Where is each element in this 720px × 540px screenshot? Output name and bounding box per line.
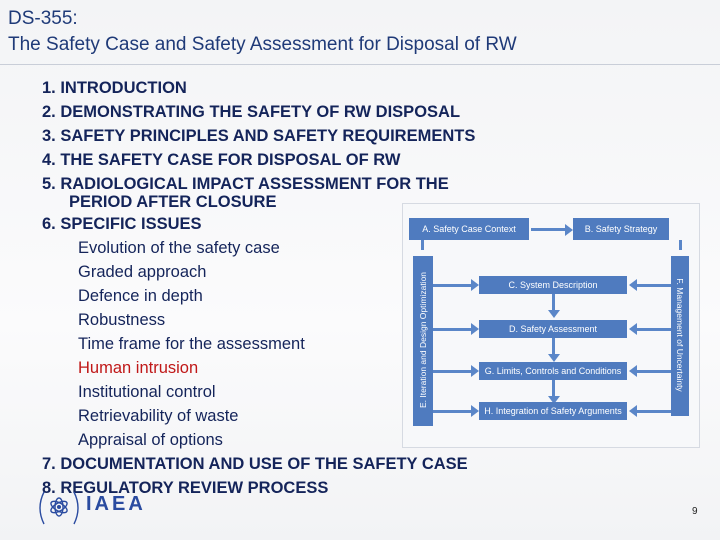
- subsection-time-frame: Time frame for the assessment: [78, 335, 305, 353]
- box-safety-assessment: D. Safety Assessment: [479, 320, 627, 338]
- section-6: 6. SPECIFIC ISSUES: [42, 215, 202, 233]
- connector-left-d-head: [471, 323, 479, 335]
- connector-right-c: [635, 284, 671, 287]
- arrow-a-down: [421, 240, 424, 250]
- box-safety-case-context: A. Safety Case Context: [409, 218, 529, 240]
- subsection-graded-approach: Graded approach: [78, 263, 207, 281]
- page-number: 9: [692, 506, 698, 517]
- section-1: 1. INTRODUCTION: [42, 79, 187, 97]
- connector-right-d: [635, 328, 671, 331]
- iaea-logo-icon: [34, 484, 84, 530]
- section-7: 7. DOCUMENTATION AND USE OF THE SAFETY CASE: [42, 455, 468, 473]
- section-8: 8. REGULATORY REVIEW PROCESS: [42, 479, 329, 497]
- section-5-continued: PERIOD AFTER CLOSURE: [69, 193, 277, 211]
- connector-right-d-head: [629, 323, 637, 335]
- connector-right-c-head: [629, 279, 637, 291]
- connector-left-h: [433, 410, 473, 413]
- connector-left-c: [433, 284, 473, 287]
- connector-left-g: [433, 370, 473, 373]
- arrow-b-down: [679, 240, 682, 250]
- title-divider: [0, 64, 720, 65]
- title-line-1: DS-355:: [8, 8, 78, 29]
- subsection-defence-in-depth: Defence in depth: [78, 287, 203, 305]
- arrow-head-c-to-d: [548, 310, 560, 318]
- subsection-human-intrusion: Human intrusion: [78, 359, 199, 377]
- connector-left-h-head: [471, 405, 479, 417]
- box-safety-strategy: B. Safety Strategy: [573, 218, 669, 240]
- iaea-logo-text: IAEA: [86, 493, 146, 515]
- arrow-head-a-to-b: [565, 224, 573, 236]
- section-2: 2. DEMONSTRATING THE SAFETY OF RW DISPOSAL: [42, 103, 461, 121]
- subsection-retrievability: Retrievability of waste: [78, 407, 239, 425]
- subsection-institutional-control: Institutional control: [78, 383, 216, 401]
- connector-right-h: [635, 410, 671, 413]
- title-line-2: The Safety Case and Safety Assessment for Disposal of RW: [8, 34, 517, 55]
- connector-right-h-head: [629, 405, 637, 417]
- subsection-evolution: Evolution of the safety case: [78, 239, 280, 257]
- side-label-iteration: E. Iteration and Design Optimization: [418, 271, 428, 409]
- connector-left-c-head: [471, 279, 479, 291]
- subsection-robustness: Robustness: [78, 311, 166, 329]
- arrow-a-to-b: [531, 228, 567, 231]
- safety-case-diagram: [402, 203, 700, 448]
- connector-left-d: [433, 328, 473, 331]
- connector-left-g-head: [471, 365, 479, 377]
- subsection-appraisal: Appraisal of options: [78, 431, 223, 449]
- section-5: 5. RADIOLOGICAL IMPACT ASSESSMENT FOR THE: [42, 175, 449, 193]
- connector-right-g: [635, 370, 671, 373]
- box-limits-controls: G. Limits, Controls and Conditions: [479, 362, 627, 380]
- box-integration: H. Integration of Safety Arguments: [479, 402, 627, 420]
- slide-title: [8, 6, 708, 58]
- side-label-uncertainty: F. Management of Uncertainty: [675, 278, 685, 392]
- section-3: 3. SAFETY PRINCIPLES AND SAFETY REQUIREMENTS: [42, 127, 476, 145]
- box-system-description: C. System Description: [479, 276, 627, 294]
- section-4: 4. THE SAFETY CASE FOR DISPOSAL OF RW: [42, 151, 401, 169]
- arrow-head-d-to-g: [548, 354, 560, 362]
- connector-right-g-head: [629, 365, 637, 377]
